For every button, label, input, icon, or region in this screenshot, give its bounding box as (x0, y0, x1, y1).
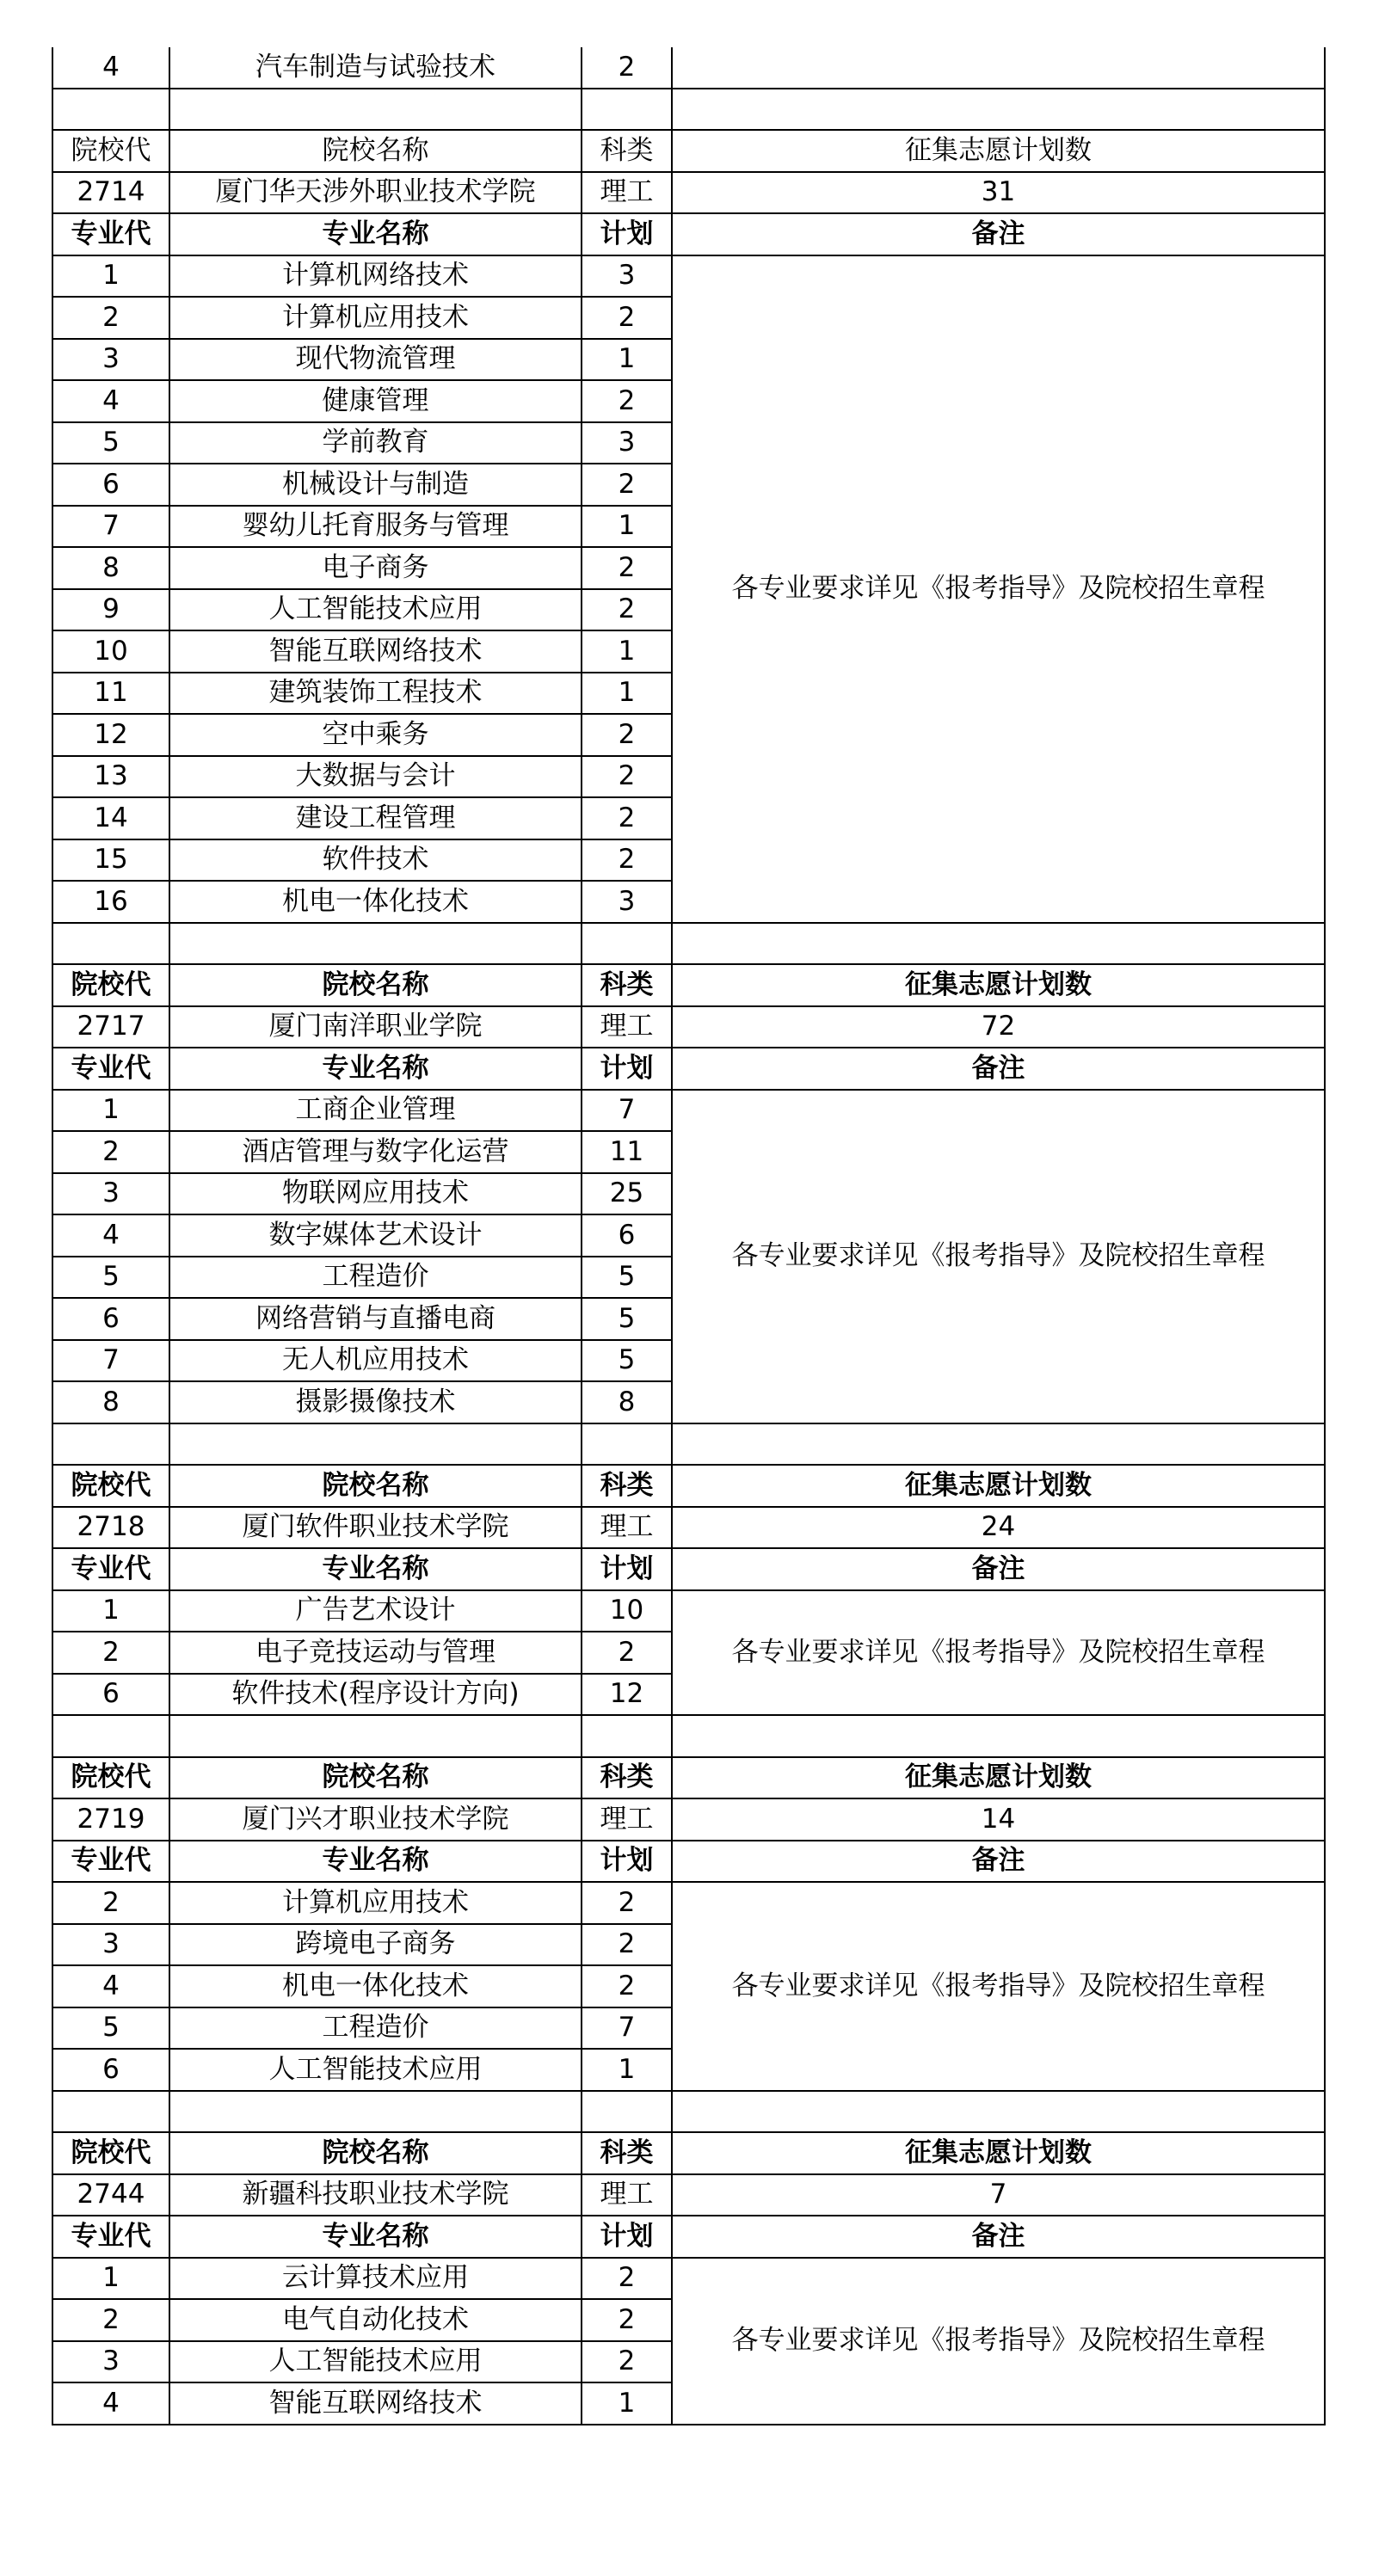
section-spacer-row (52, 923, 1325, 965)
major-name-cell: 建筑装饰工程技术 (169, 673, 582, 715)
quota-header: 征集志愿计划数 (672, 130, 1325, 172)
major-name-cell: 工程造价 (169, 2007, 582, 2050)
plan-cell: 2 (582, 547, 672, 589)
plan-header: 计划 (582, 1548, 672, 1590)
major-name-cell: 智能互联网络技术 (169, 2382, 582, 2425)
school-code-cell: 2714 (52, 172, 169, 214)
major-name-cell: 无人机应用技术 (169, 1340, 582, 1382)
spacer-cell (169, 923, 582, 965)
spacer-cell (169, 89, 582, 131)
major-code-header: 专业代 (52, 2216, 169, 2258)
plan-cell: 1 (582, 630, 672, 673)
school-code-cell: 2744 (52, 2174, 169, 2216)
category-header: 科类 (582, 1757, 672, 1799)
plan-cell: 2 (582, 1632, 672, 1674)
spacer-cell (582, 1715, 672, 1757)
spacer-cell (672, 89, 1325, 131)
section-spacer-row (52, 1715, 1325, 1757)
plan-cell: 2 (582, 47, 672, 89)
major-name-cell: 软件技术 (169, 839, 582, 882)
major-code-cell: 7 (52, 506, 169, 548)
major-code-cell: 13 (52, 756, 169, 798)
spacer-cell (52, 1423, 169, 1466)
school-name-header: 院校名称 (169, 1465, 582, 1507)
school-name-cell: 厦门软件职业技术学院 (169, 1507, 582, 1549)
major-name-cell: 物联网应用技术 (169, 1173, 582, 1215)
plan-header: 计划 (582, 1841, 672, 1883)
major-code-cell: 3 (52, 339, 169, 381)
plan-header: 计划 (582, 1048, 672, 1090)
major-code-cell: 11 (52, 673, 169, 715)
plan-cell: 12 (582, 1674, 672, 1716)
quota-cell: 14 (672, 1798, 1325, 1841)
major-name-cell: 数字媒体艺术设计 (169, 1214, 582, 1257)
quota-header: 征集志愿计划数 (672, 1465, 1325, 1507)
plan-cell: 2 (582, 1965, 672, 2007)
carryover-row (52, 47, 1325, 89)
major-row (52, 1882, 1325, 1924)
major-code-cell: 1 (52, 2258, 169, 2300)
spacer-cell (52, 1715, 169, 1757)
plan-cell: 2 (582, 1924, 672, 1966)
spacer-cell (169, 1715, 582, 1757)
school-name-cell: 厦门华天涉外职业技术学院 (169, 172, 582, 214)
major-name-cell: 汽车制造与试验技术 (169, 47, 582, 89)
school-name-cell: 厦门南洋职业学院 (169, 1006, 582, 1048)
category-header: 科类 (582, 130, 672, 172)
major-code-cell: 2 (52, 2299, 169, 2341)
major-code-cell: 1 (52, 255, 169, 298)
plan-cell: 5 (582, 1340, 672, 1382)
major-name-cell: 工程造价 (169, 1257, 582, 1299)
major-name-cell: 现代物流管理 (169, 339, 582, 381)
school-code-cell: 2719 (52, 1798, 169, 1841)
school-header-row (52, 1465, 1325, 1507)
major-code-cell: 6 (52, 1298, 169, 1340)
note-cell (672, 47, 1325, 89)
category-cell: 理工 (582, 172, 672, 214)
major-code-cell: 5 (52, 1257, 169, 1299)
major-code-cell: 8 (52, 1381, 169, 1423)
major-name-cell: 软件技术(程序设计方向) (169, 1674, 582, 1716)
major-code-cell: 4 (52, 47, 169, 89)
admission-plan-table (52, 47, 1326, 2425)
plan-header: 计划 (582, 213, 672, 255)
major-name-header: 专业名称 (169, 1548, 582, 1590)
major-name-cell: 健康管理 (169, 380, 582, 422)
major-code-cell: 5 (52, 422, 169, 464)
plan-cell: 2 (582, 1882, 672, 1924)
major-name-cell: 工商企业管理 (169, 1090, 582, 1132)
major-code-header: 专业代 (52, 1048, 169, 1090)
spacer-cell (52, 923, 169, 965)
plan-cell: 1 (582, 506, 672, 548)
major-name-cell: 婴幼儿托育服务与管理 (169, 506, 582, 548)
school-name-cell: 新疆科技职业技术学院 (169, 2174, 582, 2216)
note-header: 备注 (672, 1548, 1325, 1590)
plan-cell: 3 (582, 422, 672, 464)
plan-cell: 2 (582, 380, 672, 422)
section-spacer-row (52, 1423, 1325, 1466)
category-cell: 理工 (582, 2174, 672, 2216)
major-code-cell: 16 (52, 881, 169, 923)
major-code-cell: 7 (52, 1340, 169, 1382)
category-cell: 理工 (582, 1006, 672, 1048)
spacer-cell (672, 1715, 1325, 1757)
school-name-header: 院校名称 (169, 964, 582, 1006)
school-row (52, 172, 1325, 214)
plan-cell: 7 (582, 2007, 672, 2050)
note-cell: 各专业要求详见《报考指导》及院校招生章程 (672, 1882, 1325, 2091)
quota-header: 征集志愿计划数 (672, 964, 1325, 1006)
major-name-cell: 机电一体化技术 (169, 881, 582, 923)
category-header: 科类 (582, 1465, 672, 1507)
school-name-cell: 厦门兴才职业技术学院 (169, 1798, 582, 1841)
note-header: 备注 (672, 2216, 1325, 2258)
major-name-cell: 建设工程管理 (169, 797, 582, 839)
plan-cell: 2 (582, 589, 672, 631)
major-code-cell: 1 (52, 1090, 169, 1132)
plan-cell: 2 (582, 2299, 672, 2341)
major-name-cell: 人工智能技术应用 (169, 2341, 582, 2383)
major-code-cell: 3 (52, 1173, 169, 1215)
major-name-cell: 电气自动化技术 (169, 2299, 582, 2341)
major-name-cell: 空中乘务 (169, 714, 582, 756)
plan-cell: 3 (582, 881, 672, 923)
plan-cell: 2 (582, 297, 672, 339)
quota-header: 征集志愿计划数 (672, 1757, 1325, 1799)
plan-cell: 11 (582, 1131, 672, 1173)
school-header-row (52, 964, 1325, 1006)
major-name-header: 专业名称 (169, 1841, 582, 1883)
plan-cell: 6 (582, 1214, 672, 1257)
major-code-cell: 2 (52, 297, 169, 339)
plan-cell: 1 (582, 673, 672, 715)
school-name-header: 院校名称 (169, 130, 582, 172)
major-name-cell: 机电一体化技术 (169, 1965, 582, 2007)
major-code-cell: 4 (52, 2382, 169, 2425)
major-code-cell: 6 (52, 464, 169, 506)
major-code-cell: 1 (52, 1590, 169, 1632)
spacer-cell (672, 1423, 1325, 1466)
major-name-cell: 智能互联网络技术 (169, 630, 582, 673)
major-name-cell: 电子竞技运动与管理 (169, 1632, 582, 1674)
major-name-cell: 计算机应用技术 (169, 297, 582, 339)
major-header-row (52, 213, 1325, 255)
major-name-cell: 广告艺术设计 (169, 1590, 582, 1632)
category-cell: 理工 (582, 1798, 672, 1841)
major-row (52, 255, 1325, 298)
category-header: 科类 (582, 2132, 672, 2174)
major-code-cell: 3 (52, 1924, 169, 1966)
major-header-row (52, 1841, 1325, 1883)
school-code-cell: 2718 (52, 1507, 169, 1549)
major-code-cell: 3 (52, 2341, 169, 2383)
major-row (52, 1590, 1325, 1632)
plan-cell: 2 (582, 2341, 672, 2383)
school-row (52, 2174, 1325, 2216)
plan-cell: 2 (582, 464, 672, 506)
plan-cell: 2 (582, 714, 672, 756)
plan-cell: 2 (582, 756, 672, 798)
note-cell: 各专业要求详见《报考指导》及院校招生章程 (672, 2258, 1325, 2425)
major-row (52, 1090, 1325, 1132)
plan-cell: 2 (582, 2258, 672, 2300)
major-code-header: 专业代 (52, 213, 169, 255)
major-code-cell: 10 (52, 630, 169, 673)
quota-cell: 24 (672, 1507, 1325, 1549)
note-header: 备注 (672, 1048, 1325, 1090)
school-code-header: 院校代 (52, 2132, 169, 2174)
quota-cell: 31 (672, 172, 1325, 214)
school-name-header: 院校名称 (169, 2132, 582, 2174)
school-code-header: 院校代 (52, 1757, 169, 1799)
spacer-cell (582, 2091, 672, 2133)
plan-cell: 5 (582, 1298, 672, 1340)
major-code-cell: 2 (52, 1632, 169, 1674)
major-name-cell: 摄影摄像技术 (169, 1381, 582, 1423)
spacer-cell (582, 923, 672, 965)
major-code-cell: 4 (52, 1965, 169, 2007)
plan-cell: 8 (582, 1381, 672, 1423)
note-cell: 各专业要求详见《报考指导》及院校招生章程 (672, 1590, 1325, 1716)
plan-cell: 1 (582, 2382, 672, 2425)
plan-header: 计划 (582, 2216, 672, 2258)
major-code-cell: 4 (52, 1214, 169, 1257)
major-name-cell: 机械设计与制造 (169, 464, 582, 506)
school-code-header: 院校代 (52, 964, 169, 1006)
major-header-row (52, 2216, 1325, 2258)
major-code-cell: 8 (52, 547, 169, 589)
major-name-cell: 计算机应用技术 (169, 1882, 582, 1924)
major-name-header: 专业名称 (169, 213, 582, 255)
major-code-cell: 2 (52, 1882, 169, 1924)
spacer-cell (582, 1423, 672, 1466)
school-header-row (52, 130, 1325, 172)
spacer-cell (52, 89, 169, 131)
school-code-header: 院校代 (52, 130, 169, 172)
major-name-header: 专业名称 (169, 2216, 582, 2258)
major-code-cell: 14 (52, 797, 169, 839)
major-code-header: 专业代 (52, 1548, 169, 1590)
school-code-cell: 2717 (52, 1006, 169, 1048)
spacer-cell (672, 923, 1325, 965)
school-row (52, 1006, 1325, 1048)
spacer-cell (169, 1423, 582, 1466)
major-header-row (52, 1048, 1325, 1090)
major-code-cell: 12 (52, 714, 169, 756)
major-name-cell: 云计算技术应用 (169, 2258, 582, 2300)
major-row (52, 2258, 1325, 2300)
spacer-cell (169, 2091, 582, 2133)
plan-cell: 10 (582, 1590, 672, 1632)
school-row (52, 1798, 1325, 1841)
spacer-cell (52, 2091, 169, 2133)
major-name-cell: 大数据与会计 (169, 756, 582, 798)
major-name-cell: 电子商务 (169, 547, 582, 589)
school-header-row (52, 2132, 1325, 2174)
major-name-header: 专业名称 (169, 1048, 582, 1090)
note-header: 备注 (672, 1841, 1325, 1883)
spacer-cell (672, 2091, 1325, 2133)
plan-cell: 3 (582, 255, 672, 298)
section-spacer-row (52, 2091, 1325, 2133)
quota-cell: 72 (672, 1006, 1325, 1048)
major-name-cell: 酒店管理与数字化运营 (169, 1131, 582, 1173)
plan-cell: 1 (582, 2049, 672, 2091)
major-code-cell: 2 (52, 1131, 169, 1173)
major-name-cell: 网络营销与直播电商 (169, 1298, 582, 1340)
plan-cell: 1 (582, 339, 672, 381)
note-cell: 各专业要求详见《报考指导》及院校招生章程 (672, 255, 1325, 923)
plan-cell: 5 (582, 1257, 672, 1299)
school-code-header: 院校代 (52, 1465, 169, 1507)
major-code-cell: 5 (52, 2007, 169, 2050)
plan-cell: 7 (582, 1090, 672, 1132)
quota-cell: 7 (672, 2174, 1325, 2216)
major-code-cell: 6 (52, 1674, 169, 1716)
major-name-cell: 跨境电子商务 (169, 1924, 582, 1966)
major-code-cell: 6 (52, 2049, 169, 2091)
major-header-row (52, 1548, 1325, 1590)
quota-header: 征集志愿计划数 (672, 2132, 1325, 2174)
major-name-cell: 计算机网络技术 (169, 255, 582, 298)
spacer-cell (582, 89, 672, 131)
plan-cell: 2 (582, 797, 672, 839)
major-name-cell: 人工智能技术应用 (169, 589, 582, 631)
note-header: 备注 (672, 213, 1325, 255)
major-name-cell: 人工智能技术应用 (169, 2049, 582, 2091)
school-row (52, 1507, 1325, 1549)
major-code-header: 专业代 (52, 1841, 169, 1883)
major-name-cell: 学前教育 (169, 422, 582, 464)
major-code-cell: 9 (52, 589, 169, 631)
school-name-header: 院校名称 (169, 1757, 582, 1799)
major-code-cell: 15 (52, 839, 169, 882)
major-code-cell: 4 (52, 380, 169, 422)
category-header: 科类 (582, 964, 672, 1006)
plan-cell: 25 (582, 1173, 672, 1215)
section-spacer-row (52, 89, 1325, 131)
school-header-row (52, 1757, 1325, 1799)
plan-cell: 2 (582, 839, 672, 882)
category-cell: 理工 (582, 1507, 672, 1549)
note-cell: 各专业要求详见《报考指导》及院校招生章程 (672, 1090, 1325, 1423)
